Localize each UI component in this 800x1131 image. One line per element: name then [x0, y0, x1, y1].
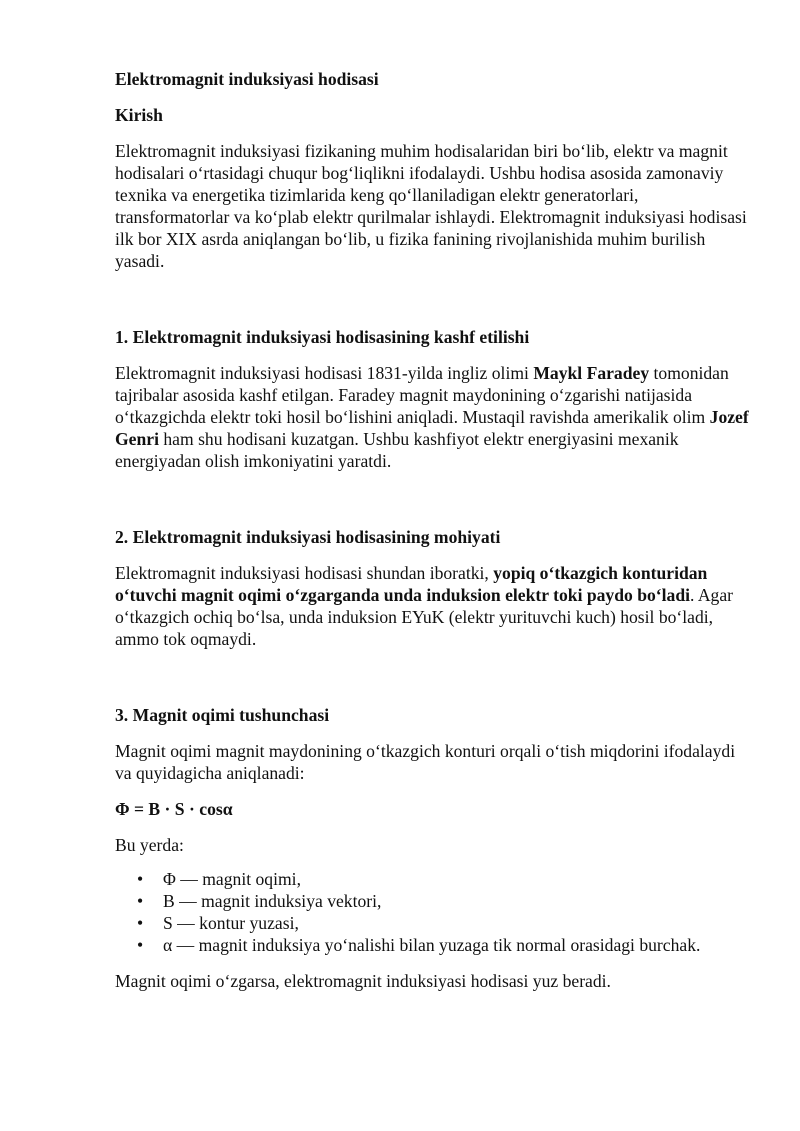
bullet-icon: •	[137, 891, 144, 911]
section1-text-a: Elektromagnit induksiyasi hodisasi 1831-yilda ingliz olimi	[115, 363, 534, 383]
definition-bold: yopiq o‘tkazgich konturidan o‘tuvchi magnit oqimi o‘zgarganda unda induksion elektr toki paydo bo‘ladi	[115, 563, 708, 605]
henry-name: Jozef Genri	[115, 407, 749, 449]
section1-text-c: ham shu hodisani kuzatgan. Ushbu kashfiyot elektr energiyasini mexanik energiyadan olish imkoniyatini yaratdi.	[115, 429, 679, 471]
section2-text-a: Elektromagnit induksiyasi hodisasi shundan iboratki,	[115, 563, 494, 583]
section2-heading: 2. Elektromagnit induksiyasi hodisasining mohiyati	[115, 527, 501, 547]
flux-formula: Φ = B · S · cosα	[115, 799, 233, 819]
section-spacer	[115, 286, 755, 326]
document-title: Elektromagnit induksiyasi hodisasi	[115, 69, 379, 89]
section-spacer	[115, 486, 755, 526]
section2-text-b: . Agar o‘tkazgich ochiq bo‘lsa, unda induksion EYuK (elektr yurituvchi kuch) hosil bo‘ladi, ammo tok oqmaydi.	[115, 585, 734, 649]
section3-heading: 3. Magnit oqimi tushunchasi	[115, 705, 330, 725]
list-item: • α — magnit induksiya yo‘nalishi bilan yuzaga tik normal orasidagi burchak.	[137, 935, 701, 955]
list-item: • Φ — magnit oqimi,	[137, 869, 301, 889]
bullet-icon: •	[137, 935, 144, 955]
where-label: Bu yerda:	[115, 835, 184, 855]
section3-paragraph: Magnit oqimi magnit maydonining o‘tkazgich konturi orqali o‘tish miqdorini ifodalaydi va quyidagicha aniqlanadi:	[115, 741, 736, 783]
section2-paragraph	[115, 562, 755, 650]
intro-heading: Kirish	[115, 105, 163, 125]
bullet-icon: •	[137, 913, 144, 933]
section-spacer	[115, 664, 755, 704]
section1-paragraph	[115, 362, 755, 472]
intro-paragraph: Elektromagnit induksiyasi fizikaning muhim hodisalaridan biri bo‘lib, elektr va magnit hodisalari o‘rtasidagi chuqur bog‘liqlikni ifodalaydi. Ushbu hodisa asosida zamonaviy texnika va energetika tizimlarida keng qo‘llaniladigan elektr generatorlari, transformatorlar va ko‘plab elektr qurilmalar ishlaydi. Elektromagnit induksiyasi hodisasi ilk bor XIX asrda aniqlangan bo‘lib, u fizika fanining rivojlanishida muhim burilish yasadi.	[115, 141, 747, 271]
section1-heading: 1. Elektromagnit induksiyasi hodisasining kashf etilishi	[115, 327, 530, 347]
section1-text-b: tomonidan tajribalar asosida kashf etilgan. Faradey magnit maydonining o‘zgarishi natijasida o‘tkazgichda elektr toki hosil bo‘lishini aniqladi. Mustaqil ravishda amerikalik olim	[115, 363, 729, 427]
bullet-icon: •	[137, 869, 144, 889]
list-item: • B — magnit induksiya vektori,	[137, 891, 382, 911]
list-item: • S — kontur yuzasi,	[137, 913, 299, 933]
conclusion-paragraph: Magnit oqimi o‘zgarsa, elektromagnit induksiyasi hodisasi yuz beradi.	[115, 971, 611, 991]
definitions-list	[115, 868, 755, 956]
faraday-name: Maykl Faradey	[533, 363, 650, 383]
document-page	[115, 68, 755, 1006]
